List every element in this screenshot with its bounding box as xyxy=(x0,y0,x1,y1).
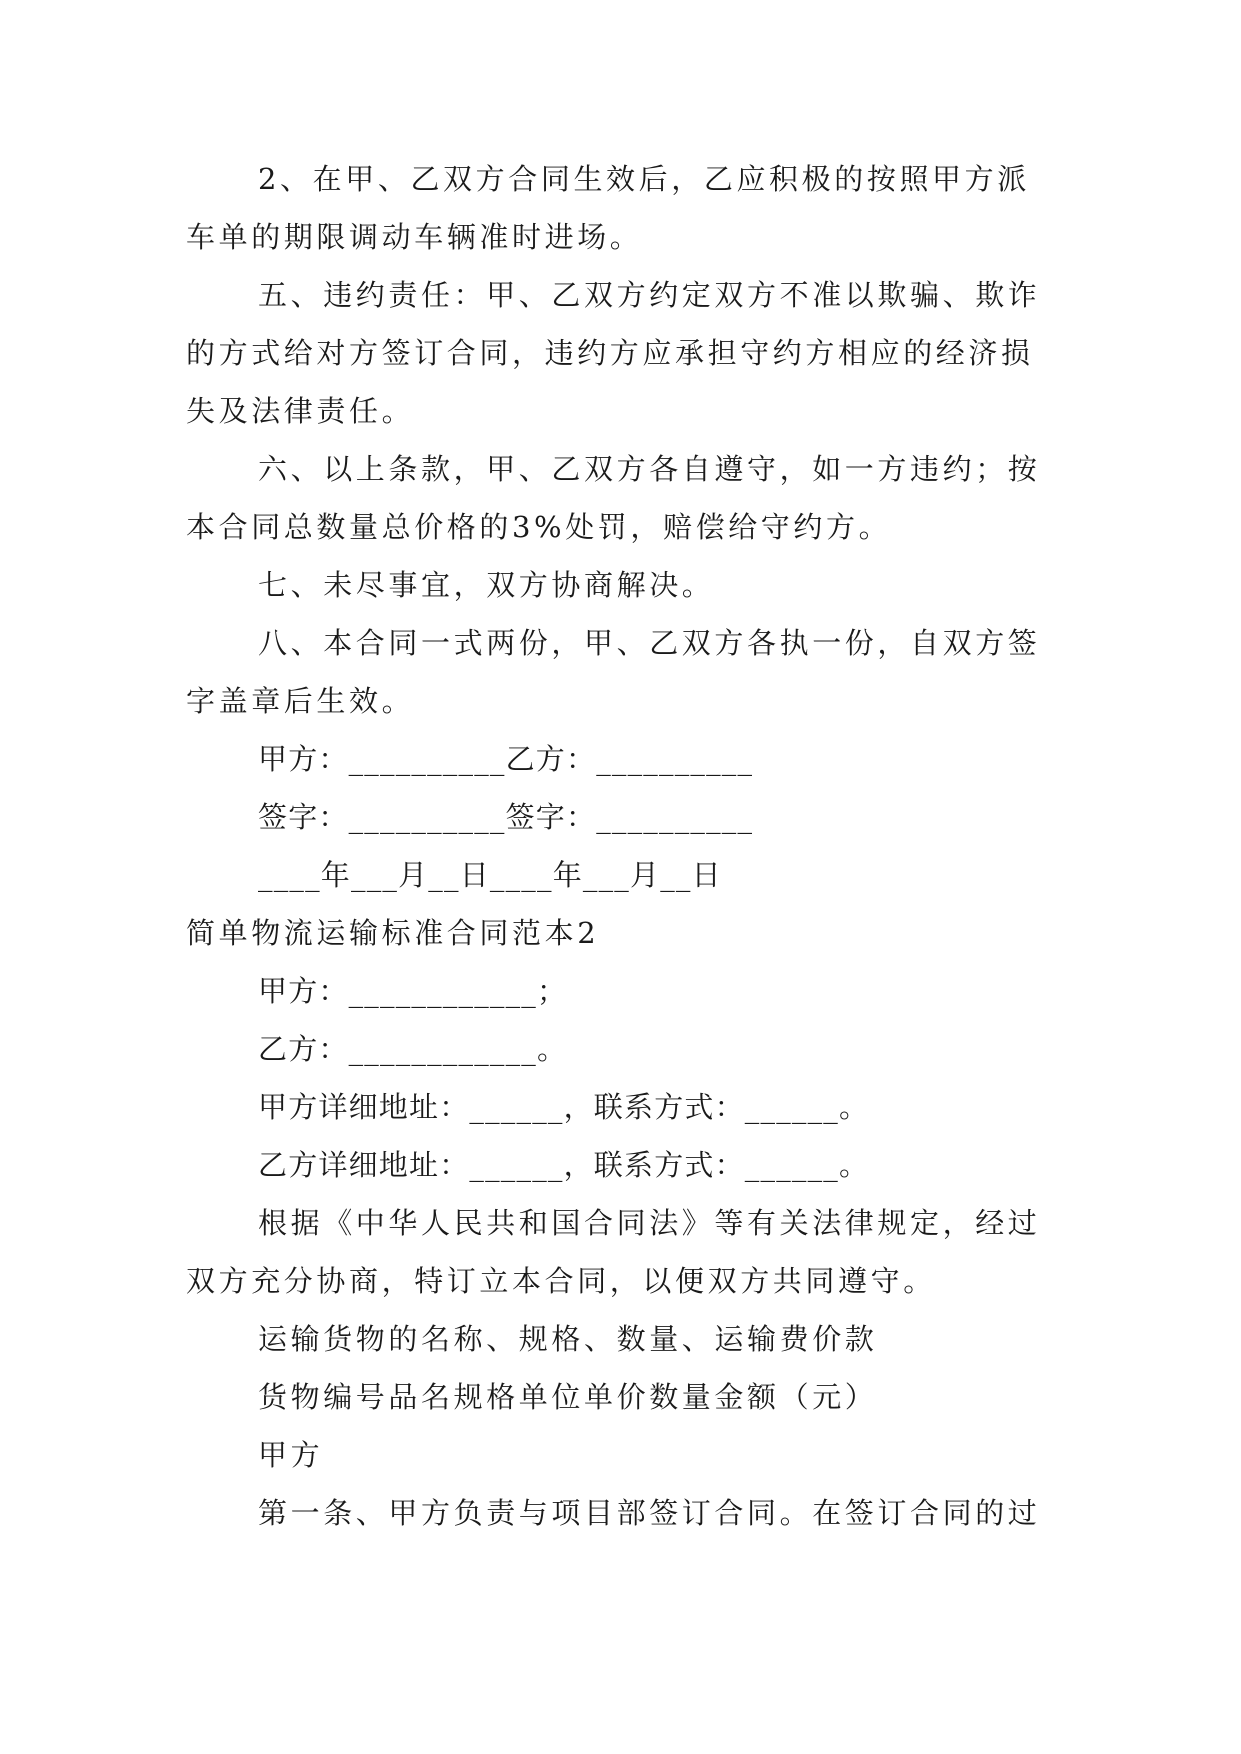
party-b-address-line: 乙方详细地址：______，联系方式：______。 xyxy=(258,1148,870,1182)
paragraph-line: 字盖章后生效。 xyxy=(186,684,415,718)
paragraph-line: 运输货物的名称、规格、数量、运输费价款 xyxy=(258,1322,878,1356)
party-b-line: 乙方：____________。 xyxy=(258,1032,568,1066)
signature-blank-line: 签字：__________签字：__________ xyxy=(258,800,754,834)
paragraph-line: 甲方 xyxy=(258,1438,324,1472)
paragraph-line: 六、以上条款，甲、乙双方各自遵守，如一方违约；按 xyxy=(258,452,1041,486)
paragraph-line: 车单的期限调动车辆准时进场。 xyxy=(186,220,643,254)
paragraph-line: 第一条、甲方负责与项目部签订合同。在签订合同的过 xyxy=(258,1496,1041,1530)
section-title: 简单物流运输标准合同范本2 xyxy=(186,916,600,950)
paragraph-line: 双方充分协商，特订立本合同，以便双方共同遵守。 xyxy=(186,1264,936,1298)
paragraph-line: 失及法律责任。 xyxy=(186,394,415,428)
party-a-line: 甲方：____________； xyxy=(258,974,568,1008)
party-a-address-line: 甲方详细地址：______，联系方式：______。 xyxy=(258,1090,870,1124)
paragraph-line: 八、本合同一式两份，甲、乙双方各执一份，自双方签 xyxy=(258,626,1041,660)
table-header-line: 货物编号品名规格单位单价数量金额（元） xyxy=(258,1380,878,1414)
paragraph-line: 根据《中华人民共和国合同法》等有关法律规定，经过 xyxy=(258,1206,1041,1240)
paragraph-line: 七、未尽事宜，双方协商解决。 xyxy=(258,568,715,602)
document-body xyxy=(186,160,1056,1552)
paragraph-line: 的方式给对方签订合同，违约方应承担守约方相应的经济损 xyxy=(186,336,1034,370)
paragraph-line: 五、违约责任：甲、乙双方约定双方不准以欺骗、欺诈 xyxy=(258,278,1041,312)
party-a-b-blank-line: 甲方：__________乙方：__________ xyxy=(258,742,754,776)
date-blank-line: ____年___月__日____年___月__日 xyxy=(258,858,722,892)
paragraph-line: 本合同总数量总价格的3%处罚，赔偿给守约方。 xyxy=(186,510,892,544)
paragraph-line: 2、在甲、乙双方合同生效后，乙应积极的按照甲方派 xyxy=(258,162,1030,196)
